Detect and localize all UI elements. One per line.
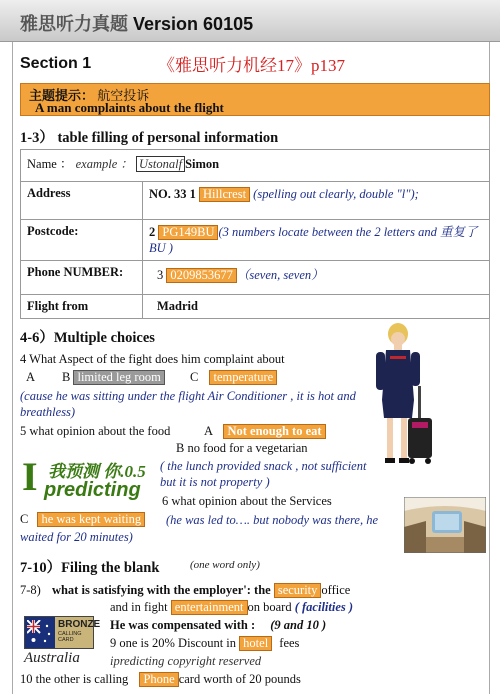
airplane-cabin-image [404, 497, 486, 553]
logo-cn: 我预测 你.0.5 [48, 462, 146, 481]
q78-line [20, 583, 350, 598]
q78-answer: security [274, 583, 322, 598]
book-reference: 《雅思听力机经17》p137 [158, 56, 345, 75]
q4-text: 4 What Aspect of the fight does him complaint about [20, 352, 285, 366]
australia-flag-icon [27, 620, 53, 646]
q6-c-answer: he was kept waiting [37, 512, 145, 527]
topic-value-cn: 航空投诉 [97, 88, 150, 103]
address-note: (spelling out clearly, double "l"); [253, 187, 419, 201]
q78b-line [110, 600, 353, 615]
table-row [21, 182, 490, 220]
q5-option-a [204, 424, 326, 439]
q9-text: 9 one is 20% Discount in [110, 636, 237, 650]
copyright-text: ipredicting copyright reserved [110, 654, 262, 668]
q10-line [20, 672, 301, 687]
q78b-answer: entertainment [171, 600, 248, 615]
address-label: Address [21, 182, 143, 220]
logo-letter: I [22, 454, 38, 499]
q4-option-a: A [26, 370, 36, 384]
q78b-text: and in fight [110, 600, 168, 614]
q9-tail: fees [279, 636, 300, 650]
q5-text: 5 what opinion about the food [20, 424, 171, 438]
section-title: Section 1 [20, 55, 92, 72]
page-title [20, 10, 253, 36]
q78-tail: office [321, 583, 351, 597]
calling-card-image [24, 616, 101, 649]
q78b-note: ( facilities ) [294, 600, 354, 614]
q10-text: 10 the other is calling [20, 672, 129, 686]
flight-cell [143, 295, 490, 319]
part3-heading-note: (one word only) [190, 559, 260, 571]
table-row [21, 150, 490, 182]
name-label: Name ： [27, 157, 73, 171]
phone-note: （seven, seven） [236, 268, 324, 282]
q4-note: (cause he was sitting under the flight Air Conditioner , it is hot and breathless) [20, 389, 356, 419]
q78-text: what is satisfying with the employer': the [51, 583, 271, 597]
part1-heading: 1-3） table filling of personal information [20, 130, 279, 146]
q4-c-answer: temperature [209, 370, 277, 385]
topic-label: 主题提示： [29, 88, 95, 103]
q6-text: 6 what opinion about the Services [162, 494, 332, 508]
phone-answer: 0209853677 [166, 268, 237, 283]
compensation-text: He was compensated with : [110, 618, 256, 632]
q5-a-answer: Not enough to eat [223, 424, 325, 439]
q5-a-letter: A [204, 424, 213, 438]
q4-b-answer: limited leg room [73, 370, 164, 385]
q6-c-letter: C [20, 512, 29, 526]
address-prefix: NO. 33 1 [149, 187, 196, 201]
card-line1: BRONZE [58, 619, 101, 630]
page-header [0, 0, 500, 42]
q4-b-letter: B [62, 370, 71, 384]
ipredicting-logo [22, 455, 152, 503]
postcode-label: Postcode: [21, 220, 143, 261]
postcode-cell [143, 220, 490, 261]
flight-attendant-image [368, 322, 440, 470]
phone-cell [143, 261, 490, 295]
postcode-num: 2 [149, 225, 156, 239]
title-en: Version 60105 [133, 14, 254, 34]
card-caption: Australia [24, 650, 80, 666]
flight-value: Madrid [157, 299, 198, 313]
name-example: example ： [75, 157, 133, 171]
table-row [21, 295, 490, 319]
phone-num: 3 [157, 268, 164, 282]
q78b-tail: on board [247, 600, 292, 614]
address-cell [143, 182, 490, 220]
address-answer: Hillcrest [199, 187, 250, 202]
q4-c-letter: C [190, 370, 199, 384]
table-row [21, 261, 490, 295]
q6-note: (he was led to…. but nobody was there, he waited for 20 minutes) [20, 513, 379, 544]
flight-label: Flight from [21, 295, 143, 319]
personal-info-table [20, 149, 490, 319]
topic-value-en: A man complaints about the flight [35, 100, 224, 115]
postcode-note: (3 numbers locate between the 2 letters and 重复了 BU ) [149, 225, 478, 255]
postcode-answer: PG149BU [158, 225, 218, 240]
title-cn: 雅思听力真题 [20, 14, 128, 34]
topic-box [20, 83, 490, 116]
q5-note: ( the lunch provided snack , not sufficient but it is not property ) [160, 459, 367, 489]
part3-heading: 7-10）Filing the blank [20, 560, 160, 576]
card-line2: CALLING CARD [58, 631, 82, 643]
name-value: Simon [185, 157, 220, 171]
logo-en: predicting [44, 479, 141, 501]
name-example-value: Ustonalf [136, 156, 185, 172]
q10-tail: card worth of 20 pounds [178, 672, 301, 686]
compensation-note: (9 and 10 ) [270, 618, 327, 632]
q5-option-b: B no food for a vegetarian [176, 441, 308, 455]
name-row [21, 150, 490, 182]
table-row [21, 220, 490, 261]
compensation-line [110, 618, 326, 633]
q78-num: 7-8) [20, 583, 41, 597]
q4-option-c [190, 370, 277, 385]
phone-label: Phone NUMBER: [21, 261, 143, 295]
q9-line [110, 636, 299, 651]
q4-option-b [62, 370, 165, 385]
q10-answer: Phone [139, 672, 178, 687]
q9-answer: hotel [239, 636, 272, 651]
part2-heading: 4-6）Multiple choices [20, 330, 155, 346]
